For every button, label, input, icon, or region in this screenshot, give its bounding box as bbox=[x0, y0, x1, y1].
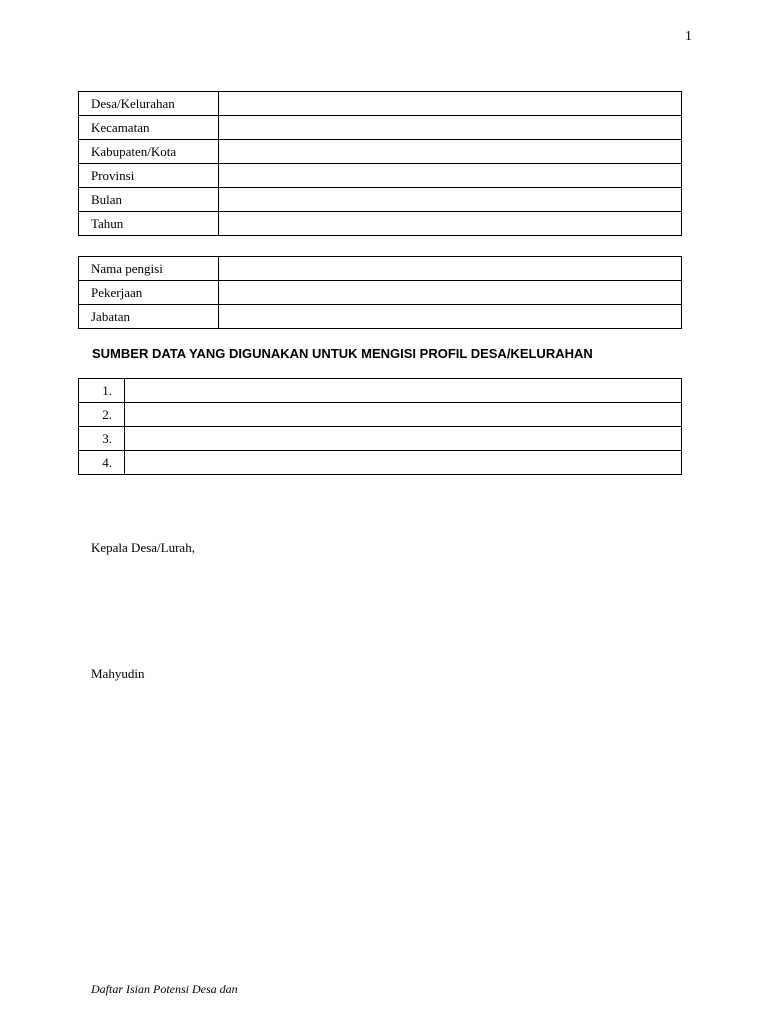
sources-table bbox=[78, 378, 682, 475]
table-row bbox=[79, 164, 682, 188]
label-nama-pengisi: Nama pengisi bbox=[79, 257, 219, 281]
table-row bbox=[79, 92, 682, 116]
bulan-field[interactable] bbox=[219, 188, 682, 212]
label-tahun: Tahun bbox=[79, 212, 219, 236]
source-field[interactable] bbox=[125, 403, 682, 427]
source-number: 4. bbox=[79, 451, 125, 475]
label-desa-kelurahan: Desa/Kelurahan bbox=[79, 92, 219, 116]
label-provinsi: Provinsi bbox=[79, 164, 219, 188]
sources-heading: SUMBER DATA YANG DIGUNAKAN UNTUK MENGISI PROFIL DESA/KELURAHAN bbox=[92, 346, 593, 361]
label-pekerjaan: Pekerjaan bbox=[79, 281, 219, 305]
label-jabatan: Jabatan bbox=[79, 305, 219, 329]
table-row bbox=[79, 379, 682, 403]
source-field[interactable] bbox=[125, 379, 682, 403]
pekerjaan-field[interactable] bbox=[219, 281, 682, 305]
tahun-field[interactable] bbox=[219, 212, 682, 236]
kabupaten-kota-field[interactable] bbox=[219, 140, 682, 164]
source-number: 3. bbox=[79, 427, 125, 451]
table-row bbox=[79, 140, 682, 164]
table-row bbox=[79, 427, 682, 451]
table-row bbox=[79, 188, 682, 212]
table-row bbox=[79, 305, 682, 329]
nama-pengisi-field[interactable] bbox=[219, 257, 682, 281]
jabatan-field[interactable] bbox=[219, 305, 682, 329]
label-kabupaten-kota: Kabupaten/Kota bbox=[79, 140, 219, 164]
table-row bbox=[79, 451, 682, 475]
table-row bbox=[79, 212, 682, 236]
desa-kelurahan-field[interactable] bbox=[219, 92, 682, 116]
table-row bbox=[79, 403, 682, 427]
table-row bbox=[79, 116, 682, 140]
table-row bbox=[79, 257, 682, 281]
filler-table bbox=[78, 256, 682, 329]
label-bulan: Bulan bbox=[79, 188, 219, 212]
kecamatan-field[interactable] bbox=[219, 116, 682, 140]
signature-name: Mahyudin bbox=[91, 666, 145, 681]
source-field[interactable] bbox=[125, 451, 682, 475]
signature-title: Kepala Desa/Lurah, bbox=[91, 540, 195, 555]
source-field[interactable] bbox=[125, 427, 682, 451]
label-kecamatan: Kecamatan bbox=[79, 116, 219, 140]
page-number: 1 bbox=[685, 29, 692, 44]
page-footer: Daftar Isian Potensi Desa dan bbox=[91, 982, 238, 996]
source-number: 1. bbox=[79, 379, 125, 403]
location-table bbox=[78, 91, 682, 236]
table-row bbox=[79, 281, 682, 305]
provinsi-field[interactable] bbox=[219, 164, 682, 188]
source-number: 2. bbox=[79, 403, 125, 427]
